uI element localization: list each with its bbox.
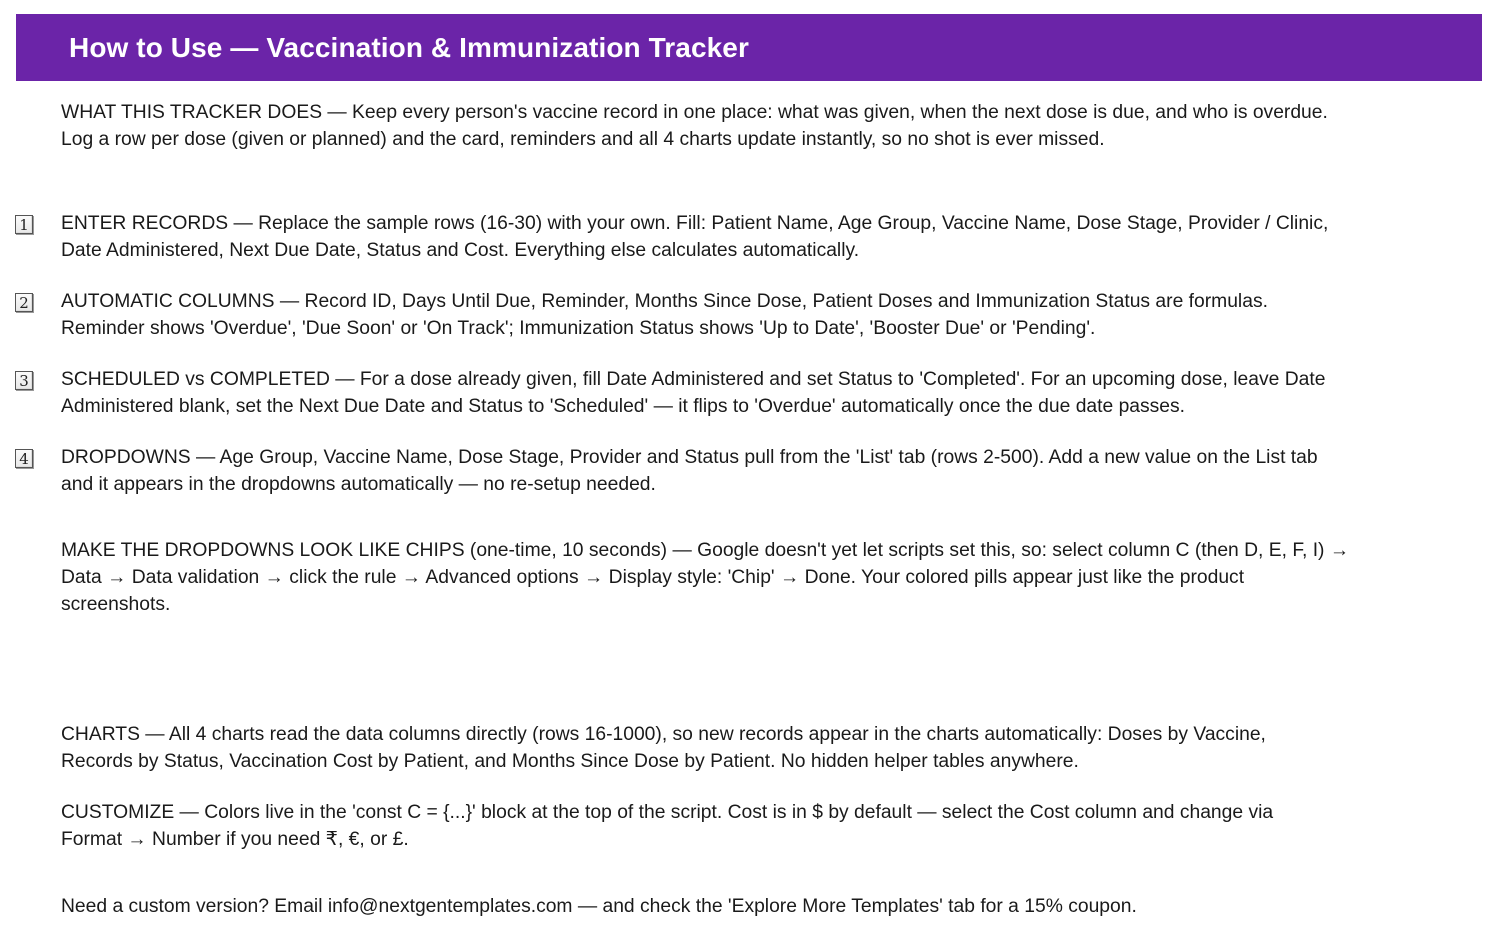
page-title: How to Use — Vaccination & Immunization Tracker xyxy=(69,31,749,63)
customize-section xyxy=(61,799,1461,853)
step-line: Reminder shows 'Overdue', 'Due Soon' or 'On Track'; Immunization Status shows 'Up to Date', 'Booster Due' or 'Pending'. xyxy=(61,318,1096,339)
charts-section xyxy=(61,721,1461,775)
footer-line: Need a custom version? Email info@nextgentemplates.com — and check the 'Explore More Templates' tab for a 15% coupon. xyxy=(61,896,1137,917)
intro-line: Log a row per dose (given or planned) and the card, reminders and all 4 charts update instantly, so no shot is ever missed. xyxy=(61,129,1105,150)
step-line: and it appears in the dropdowns automatically — no re-setup needed. xyxy=(61,474,656,495)
step-line: Date Administered, Next Due Date, Status and Cost. Everything else calculates automatically. xyxy=(61,240,860,261)
intro-section xyxy=(61,99,1461,153)
number-2-icon: 2 xyxy=(15,293,33,312)
charts-line: Records by Status, Vaccination Cost by Patient, and Months Since Dose by Patient. No hidden helper tables anywhere. xyxy=(61,751,1079,772)
chips-line: Data → Data validation → click the rule → Advanced options → Display style: 'Chip' → Done. Your colored pills appear just like the product xyxy=(61,567,1245,588)
intro-line: WHAT THIS TRACKER DOES — Keep every person's vaccine record in one place: what was given, when the next dose is due, and who is overdue. xyxy=(61,102,1328,123)
step-scheduled-vs-completed xyxy=(61,366,1461,420)
step-line: ENTER RECORDS — Replace the sample rows (16-30) with your own. Fill: Patient Name, Age Group, Vaccine Name, Dose Stage, Provider / Clinic, xyxy=(61,213,1329,234)
chips-section xyxy=(61,537,1461,618)
step-line: SCHEDULED vs COMPLETED — For a dose already given, fill Date Administered and set Status to 'Completed'. For an upcoming dose, leave Date xyxy=(61,369,1326,390)
number-1-icon: 1 xyxy=(15,215,33,234)
step-line: AUTOMATIC COLUMNS — Record ID, Days Until Due, Reminder, Months Since Dose, Patient Doses and Immunization Status are formulas. xyxy=(61,291,1268,312)
charts-line: CHARTS — All 4 charts read the data columns directly (rows 16-1000), so new records appear in the charts automatically: Doses by Vaccine, xyxy=(61,724,1266,745)
header-bar xyxy=(16,14,1482,81)
chips-line: screenshots. xyxy=(61,594,171,615)
footer-note xyxy=(61,893,1461,920)
step-automatic-columns xyxy=(61,288,1461,342)
step-dropdowns xyxy=(61,444,1461,498)
step-line: DROPDOWNS — Age Group, Vaccine Name, Dose Stage, Provider and Status pull from the 'List' tab (rows 2-500). Add a new value on the List tab xyxy=(61,447,1318,468)
chips-line: MAKE THE DROPDOWNS LOOK LIKE CHIPS (one-time, 10 seconds) — Google doesn't yet let scripts set this, so: select column C (then D, E, F, I) → xyxy=(61,540,1350,561)
number-3-icon: 3 xyxy=(15,371,33,390)
step-enter-records xyxy=(61,210,1461,264)
customize-line: Format → Number if you need ₹, €, or £. xyxy=(61,829,409,850)
customize-line: CUSTOMIZE — Colors live in the 'const C = {...}' block at the top of the script. Cost is in $ by default — select the Cost column and change via xyxy=(61,802,1274,823)
number-4-icon: 4 xyxy=(15,449,33,468)
step-line: Administered blank, set the Next Due Date and Status to 'Scheduled' — it flips to 'Overdue' automatically once the due date passes. xyxy=(61,396,1186,417)
